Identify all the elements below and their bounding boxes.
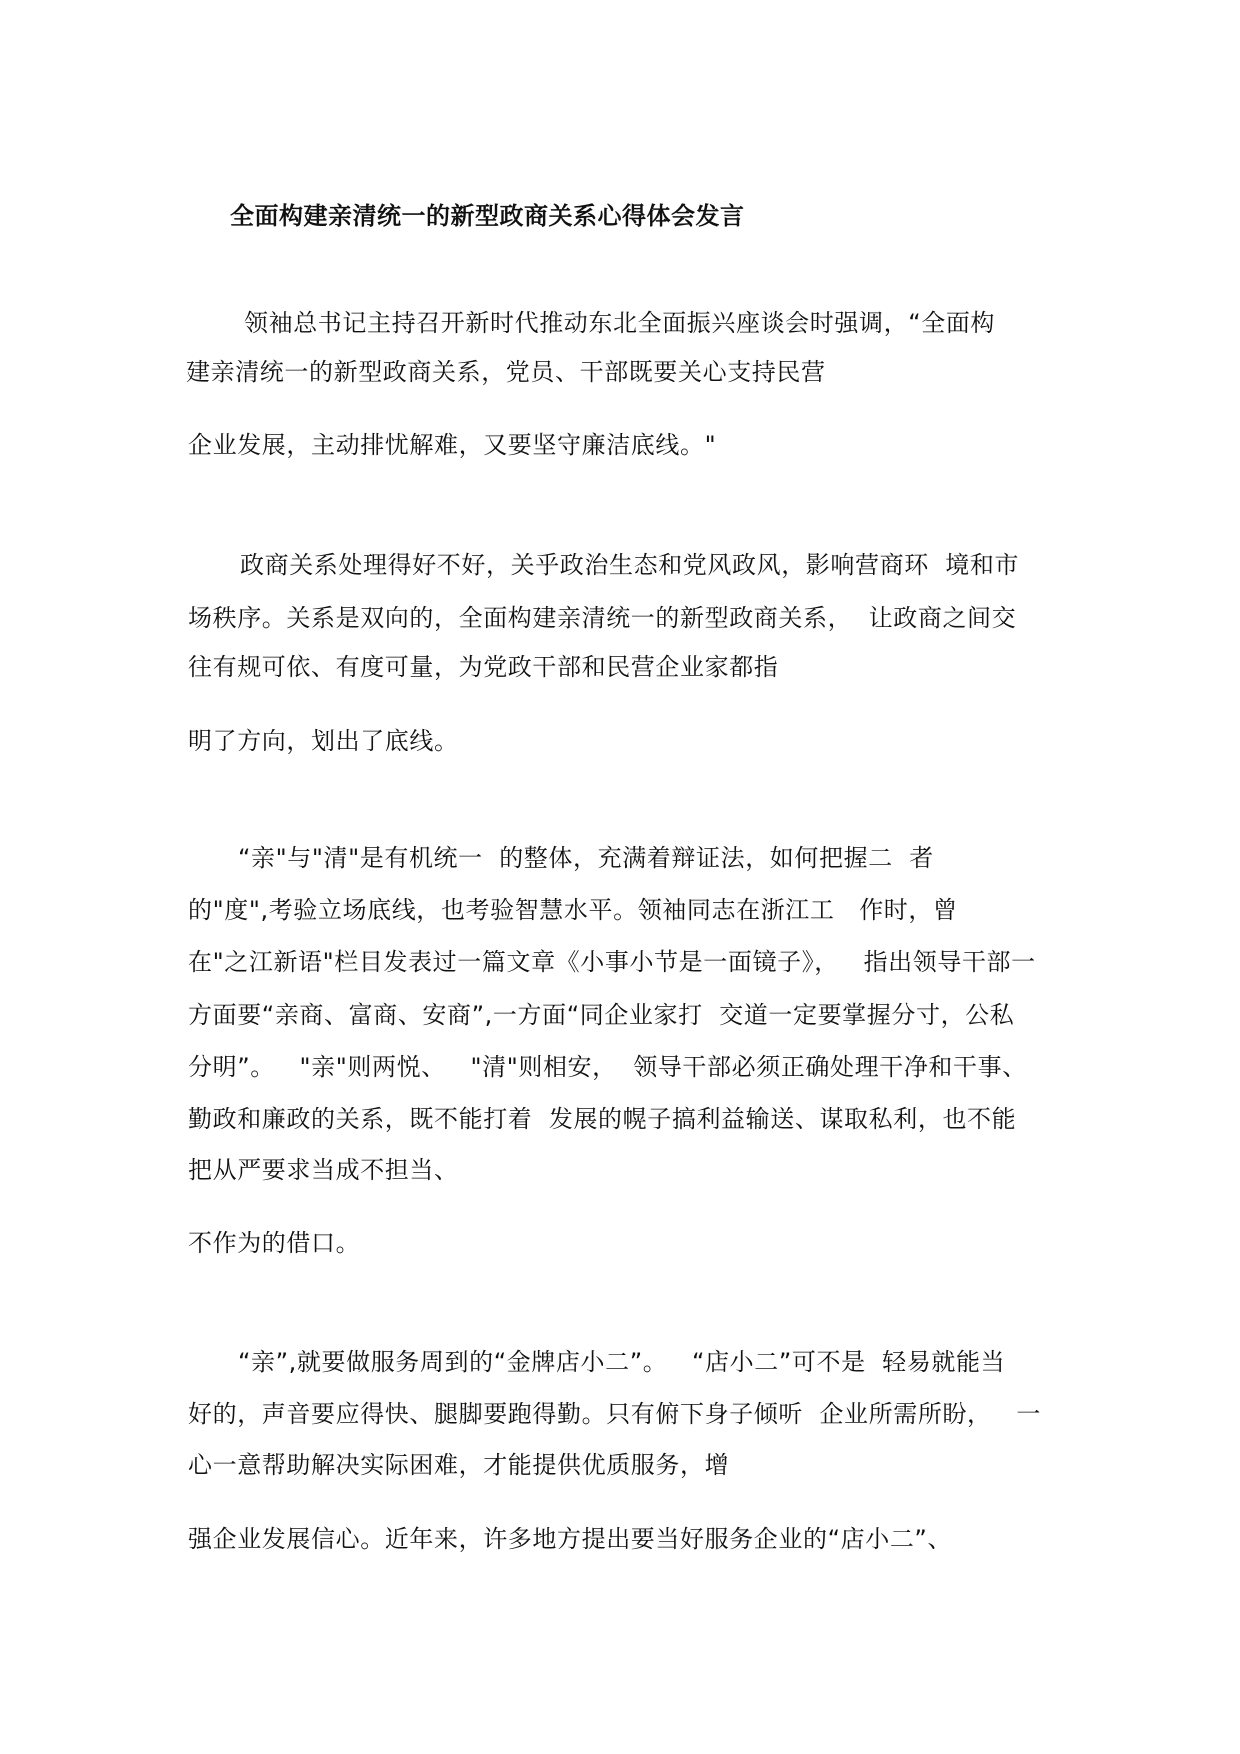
paragraph-line: 方面要“亲商、富商、安商”,一方面“同企业家打 交道一定要掌握分寸，公私 <box>188 1001 1015 1029</box>
paragraph-line: “亲"与"清"是有机统一 的整体，充满着辩证法，如何把握二 者 <box>238 844 934 872</box>
document-title: 全面构建亲清统一的新型政商关系心得体会发言 <box>230 202 745 230</box>
paragraph-line: 的"度",考验立场底线，也考验智慧水平。领袖同志在浙江工 作时，曾 <box>188 896 958 924</box>
paragraph-line: 企业发展，主动排忧解难，又要坚守廉洁底线。" <box>188 431 717 459</box>
paragraph-line: 政商关系处理得好不好，关乎政治生态和党风政风，影响营商环 境和市 <box>240 551 1020 579</box>
paragraph-line: 勤政和廉政的关系，既不能打着 发展的幌子搞利益输送、谋取私利，也不能 <box>188 1105 1017 1133</box>
paragraph-line: 在"之江新语"栏目发表过一篇文章《小事小节是一面镜子》， 指出领导干部一 <box>188 948 1036 976</box>
paragraph-line: 强企业发展信心。近年来，许多地方提出要当好服务企业的“店小二”、 <box>188 1525 953 1553</box>
paragraph-line: 场秩序。关系是双向的，全面构建亲清统一的新型政商关系， 让政商之间交 <box>188 604 1017 632</box>
paragraph-line: 往有规可依、有度可量，为党政干部和民营企业家都指 <box>188 653 779 681</box>
paragraph-line: 不作为的借口。 <box>188 1229 361 1257</box>
paragraph-line: “亲”,就要做服务周到的“金牌店小二”。 “店小二”可不是 轻易就能当 <box>238 1348 1006 1376</box>
paragraph-line: 领袖总书记主持召开新时代推动东北全面振兴座谈会时强调，“全面构 <box>244 309 996 337</box>
paragraph-line: 心一意帮助解决实际困难，才能提供优质服务，增 <box>188 1451 730 1479</box>
paragraph-line: 建亲清统一的新型政商关系，党员、干部既要关心支持民营 <box>186 358 826 386</box>
paragraph-line: 分明”。 "亲"则两悦、 "清"则相安， 领导干部必须正确处理干净和干事、 <box>188 1053 1027 1081</box>
paragraph-line: 把从严要求当成不担当、 <box>188 1156 459 1184</box>
paragraph-line: 好的，声音要应得快、腿脚要跑得勤。只有俯下身子倾听 企业所需所盼， 一 <box>188 1400 1041 1428</box>
paragraph-line: 明了方向，划出了底线。 <box>188 727 459 755</box>
